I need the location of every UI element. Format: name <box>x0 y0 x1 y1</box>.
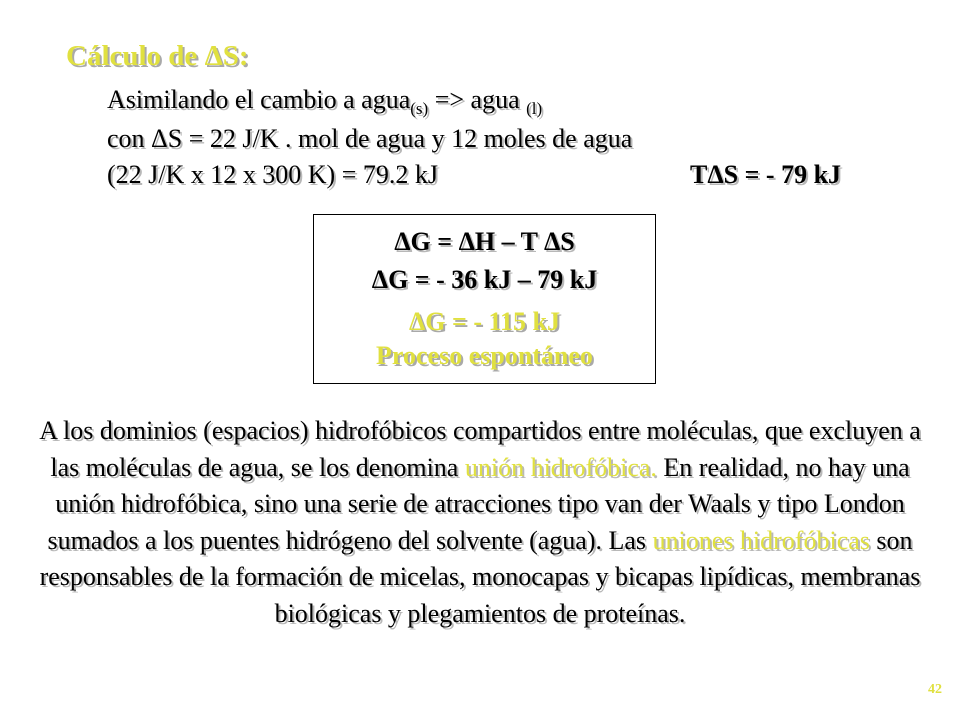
hydrophobic-paragraph <box>38 413 922 632</box>
gibbs-energy-box <box>313 214 656 384</box>
paragraph-part-1: A los dominios (espacios) hidrofóbicos compartidos entre moléculas, que excluyen a las moléculas de agua, se los denomina <box>39 416 921 482</box>
gibbs-equation: ΔG = ΔH – T ΔS <box>394 227 575 256</box>
state-liquid-subscript: (l) <box>526 99 543 119</box>
heading-suffix: S: <box>222 40 249 72</box>
heading-prefix: Cálculo de <box>66 40 205 72</box>
slide-heading <box>66 40 249 73</box>
paragraph-part-2: En realidad, no hay una unión hidrofóbica, sino una serie de atracciones tipo van der Waals y tipo London sumados a los puentes hidrógeno del solvente (agua). Las <box>47 452 910 555</box>
page-number: 42 <box>928 682 942 697</box>
state-solid-subscript: (s) <box>410 99 429 119</box>
t-delta-s-value: TΔS = - 79 kJ <box>690 160 842 189</box>
intro-line-1-text-a: Asimilando el cambio a agua <box>107 85 411 114</box>
intro-line-1-text-b: => agua <box>428 85 527 114</box>
delta-symbol: Δ <box>204 40 223 72</box>
intro-line-1 <box>107 85 542 119</box>
gibbs-substitution: ΔG = - 36 kJ – 79 kJ <box>371 265 598 294</box>
intro-line-3: (22 J/K x 12 x 300 K) = 79.2 kJ <box>107 160 438 189</box>
highlight-uniones-hidrofobicas: uniones hidrofóbicas <box>652 525 870 555</box>
process-conclusion: Proceso espontáneo <box>376 341 593 370</box>
paragraph-part-3: son responsables de la formación de micelas, monocapas y bicapas lipídicas, membranas biológicas y plegamientos de proteínas. <box>39 525 921 628</box>
intro-line-2: con ΔS = 22 J/K . mol de agua y 12 moles de agua <box>107 124 633 153</box>
gibbs-result: ΔG = - 115 kJ <box>408 307 561 336</box>
highlight-union-hidrofobica: unión hidrofóbica. <box>464 452 657 482</box>
